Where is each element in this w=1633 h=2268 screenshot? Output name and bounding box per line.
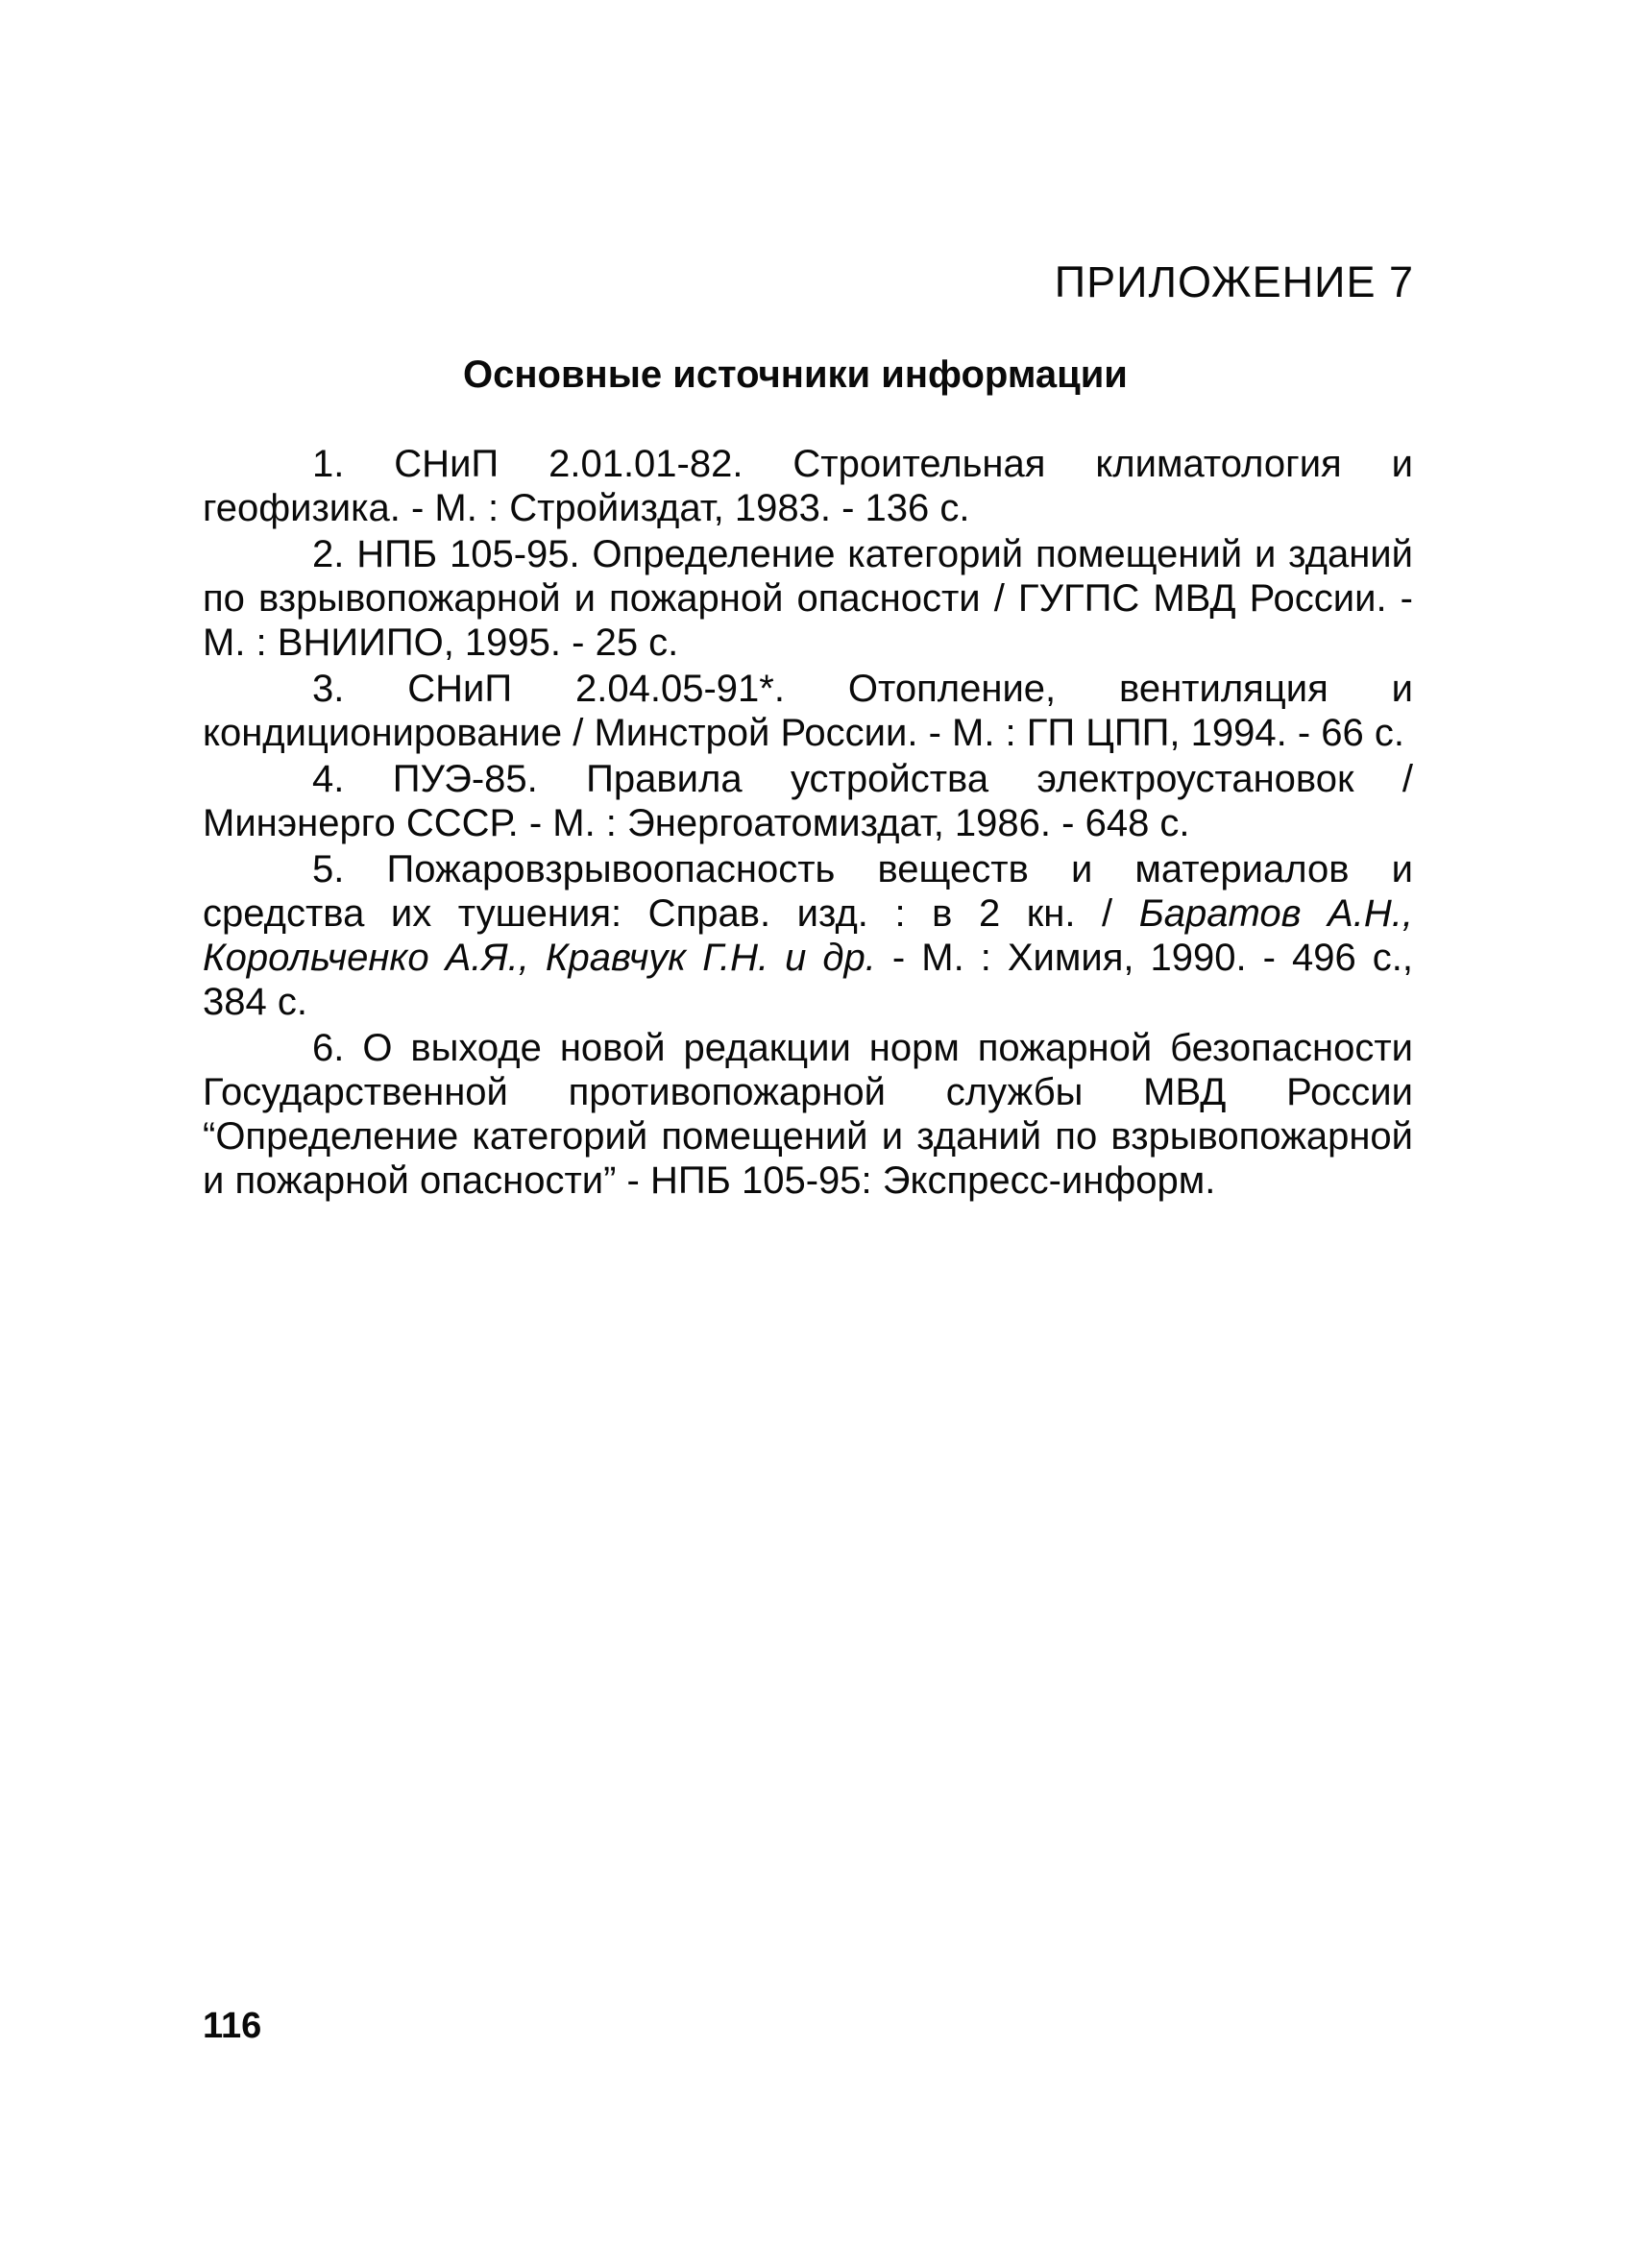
page-number: 116 <box>203 2006 262 2046</box>
reference-item-1 <box>203 442 1413 530</box>
reference-item-2 <box>203 532 1413 665</box>
reference-number: 6. <box>312 1027 345 1069</box>
reference-text: ПУЭ-85. Правила устройства электроустановок / Минэнерго СССР. - М. : Энергоатомиздат, 1986. - 648 с. <box>203 758 1413 844</box>
reference-item-6 <box>203 1026 1413 1203</box>
reference-list <box>203 442 1413 1205</box>
reference-number: 4. <box>312 758 345 800</box>
reference-number: 5. <box>312 848 345 890</box>
reference-number: 2. <box>312 533 345 575</box>
section-title: Основные источники информации <box>463 354 1128 396</box>
reference-number: 3. <box>312 668 345 710</box>
reference-text-tail: - М. : Химия, 1990. - 496 с., 384 с. <box>203 937 1413 1023</box>
reference-text: О выходе новой редакции норм пожарной безопасности Государственной противопожарной службы МВД России “Определение категорий помещений и зданий по взрывопожарной и пожарной опасности” - НПБ 105-95: Экспресс-информ. <box>203 1027 1413 1202</box>
appendix-label: ПРИЛОЖЕНИЕ 7 <box>1054 257 1414 306</box>
reference-text: Пожаровзрывоопасность веществ и материалов и средства их тушения: Справ. изд. : в 2 кн. / <box>203 848 1413 935</box>
reference-item-4 <box>203 757 1413 845</box>
reference-item-5 <box>203 847 1413 1024</box>
reference-number: 1. <box>312 443 345 485</box>
reference-text: СНиП 2.04.05-91*. Отопление, вентиляция и кондиционирование / Минстрой России. - М. : ГП ЦПП, 1994. - 66 с. <box>203 668 1413 754</box>
reference-authors: Баратов А.Н., Корольченко А.Я., Кравчук Г.Н. и др. <box>203 892 1413 979</box>
reference-item-3 <box>203 667 1413 755</box>
reference-text: НПБ 105-95. Определение категорий помещений и зданий по взрывопожарной и пожарной опасности / ГУГПС МВД России. - М. : ВНИИПО, 1995. - 25 с. <box>203 533 1413 664</box>
reference-text: СНиП 2.01.01-82. Строительная климатология и геофизика. - М. : Стройиздат, 1983. - 136 с. <box>203 443 1413 529</box>
